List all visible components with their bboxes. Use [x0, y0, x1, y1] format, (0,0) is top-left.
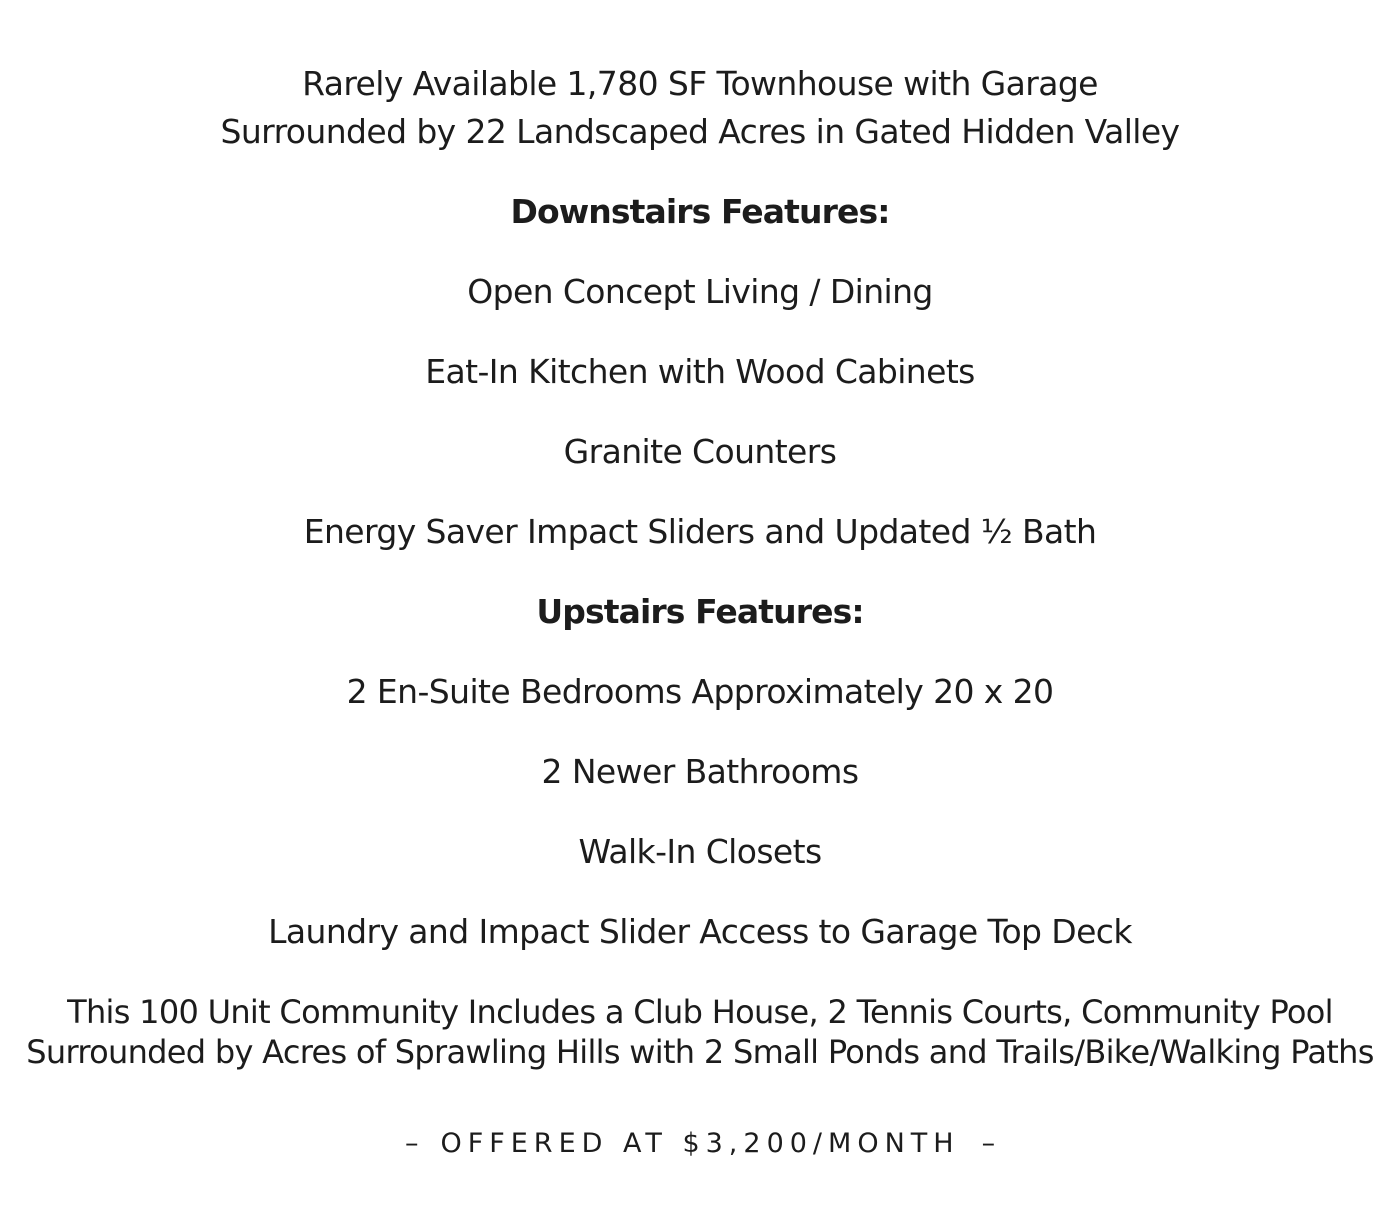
upstairs-item: Walk-In Closets: [578, 832, 822, 871]
intro-line-2: Surrounded by 22 Landscaped Acres in Gated Hidden Valley: [220, 112, 1180, 151]
upstairs-item: 2 Newer Bathrooms: [541, 752, 859, 791]
downstairs-heading: Downstairs Features:: [510, 192, 890, 231]
community-line-2: Surrounded by Acres of Sprawling Hills with 2 Small Ponds and Trails/Bike/Walking Paths: [26, 1033, 1374, 1071]
downstairs-item: Open Concept Living / Dining: [467, 272, 933, 311]
offer-text: OFFERED AT $3,200/MONTH: [440, 1128, 960, 1159]
upstairs-item: 2 En-Suite Bedrooms Approximately 20 x 20: [346, 672, 1054, 711]
intro-line-1: Rarely Available 1,780 SF Townhouse with Garage: [302, 64, 1098, 103]
downstairs-item: Eat-In Kitchen with Wood Cabinets: [425, 352, 975, 391]
downstairs-item: Granite Counters: [563, 432, 837, 471]
downstairs-item: Energy Saver Impact Sliders and Updated ½ Bath: [303, 512, 1097, 551]
community-line-1: This 100 Unit Community Includes a Club House, 2 Tennis Courts, Community Pool: [67, 993, 1333, 1031]
offer-dash-left: –: [404, 1128, 419, 1159]
offer-dash-right: –: [981, 1128, 996, 1159]
upstairs-item: Laundry and Impact Slider Access to Garage Top Deck: [268, 912, 1132, 951]
offer-price: [0, 1124, 1400, 1164]
upstairs-heading: Upstairs Features:: [536, 592, 864, 631]
